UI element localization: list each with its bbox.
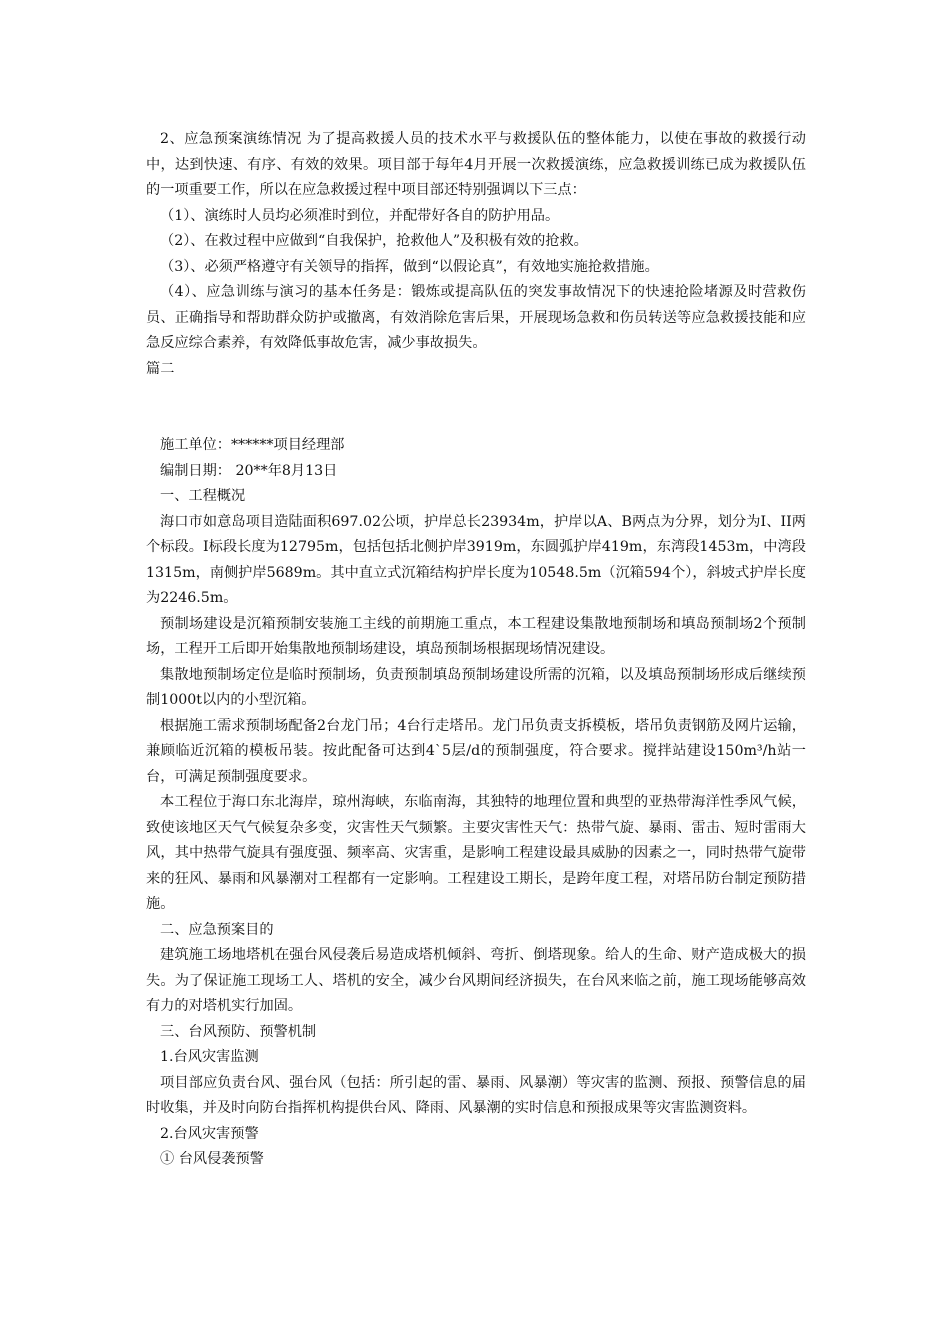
drill-item-4: （4）、应急训练与演习的基本任务是：锻炼或提高队伍的突发事故情况下的快速抢险堵源及时营救伤员、正确指导和帮助群众防护或撤离，有效消除危害后果，开展现场急救和伤员转送等应急救援技能和应急反应综合素养，有效降低事故危害，减少事故损失。 — [146, 284, 806, 351]
construction-unit-line: 施工单位：******项目经理部 — [160, 437, 345, 453]
document-body — [146, 127, 806, 1173]
overview-paragraph-4: 根据施工需求预制场配备2台龙门吊；4台行走塔吊。龙门吊负责支拆模板，塔吊负责钢筋及网片运输，兼顾临近沉箱的模板吊装。按此配备可达到4`5层/d的预制强度，符合要求。搅拌站建设150m³/h站一台，可满足预制强度要求。 — [146, 717, 806, 785]
section-title-pian-er: 篇二 — [146, 360, 175, 377]
subheading-typhoon-invasion-warning: ① 台风侵袭预警 — [160, 1151, 264, 1167]
heading-plan-purpose: 二、应急预案目的 — [160, 921, 274, 938]
purpose-paragraph: 建筑施工场地塔机在强台风侵袭后易造成塔机倾斜、弯折、倒塔现象。给人的生命、财产造成极大的损失。为了保证施工现场工人、塔机的安全，减少台风期间经济损失，在台风来临之前，施工现场能够高效有力的对塔机实行加固。 — [146, 947, 806, 1014]
overview-paragraph-2: 预制场建设是沉箱预制安装施工主线的前期施工重点，本工程建设集散地预制场和填岛预制场2个预制场，工程开工后即开始集散地预制场建设，填岛预制场根据现场情况建设。 — [146, 615, 806, 657]
subheading-disaster-warning: 2.台风灾害预警 — [160, 1125, 259, 1142]
subheading-disaster-monitoring: 1.台风灾害监测 — [160, 1049, 259, 1065]
drill-item-2: （2）、在救过程中应做到“自我保护，抢救他人”及积极有效的抢救。 — [160, 233, 588, 249]
overview-paragraph-5: 本工程位于海口东北海岸，琼州海峡，东临南海，其独特的地理位置和典型的亚热带海洋性季风气候，致使该地区天气气候复杂多变，灾害性天气频繁。主要灾害性天气：热带气旋、暴雨、雷击、短时雷雨大风，其中热带气旋具有强度强、频率高、灾害重，是影响工程建设最具威胁的因素之一，同时热带气旋带来的狂风、暴雨和风暴潮对工程都有一定影响。工程建设工期长，是跨年度工程，对塔吊防台制定预防措施。 — [146, 794, 806, 912]
drill-item-3: （3）、必须严格遵守有关领导的指挥，做到“以假论真”，有效地实施抢救措施。 — [160, 258, 659, 275]
heading-project-overview: 一、工程概况 — [160, 488, 246, 504]
heading-typhoon-prevention: 三、台风预防、预警机制 — [160, 1023, 317, 1040]
drill-intro-paragraph: 2、应急预案演练情况 为了提高救援人员的技术水平与救援队伍的整体能力，以使在事故的救援行动中，达到快速、有序、有效的效果。项目部于每年4月开展一次救援演练，应急救援训练已成为救援队伍的一项重要工作，所以在应急救援过程中项目部还特别强调以下三点： — [146, 131, 806, 198]
overview-paragraph-1: 海口市如意岛项目造陆面积697.02公顷，护岸总长23934m，护岸以A、B两点为分界，划分为I、II两个标段。I标段长度为12795m，包括包括北侧护岸3919m，东圆弧护岸419m，东湾段1453m，中湾段1315m，南侧护岸5689m。其中直立式沉箱结构护岸长度为10548.5m（沉箱594个），斜坡式护岸长度为2246.5m。 — [146, 513, 806, 606]
monitoring-paragraph: 项目部应负责台风、强台风（包括：所引起的雷、暴雨、风暴潮）等灾害的监测、预报、预警信息的届时收集，并及时向防台指挥机构提供台风、降雨、风暴潮的实时信息和预报成果等灾害监测资料。 — [146, 1074, 806, 1116]
compile-date-line: 编制日期： 20**年8月13日 — [160, 462, 338, 479]
overview-paragraph-3: 集散地预制场定位是临时预制场，负责预制填岛预制场建设所需的沉箱，以及填岛预制场形成后继续预制1000t以内的小型沉箱。 — [146, 666, 806, 708]
section-gap — [146, 382, 806, 433]
drill-item-1: （1）、演练时人员均必须准时到位，并配带好各自的防护用品。 — [160, 207, 560, 224]
